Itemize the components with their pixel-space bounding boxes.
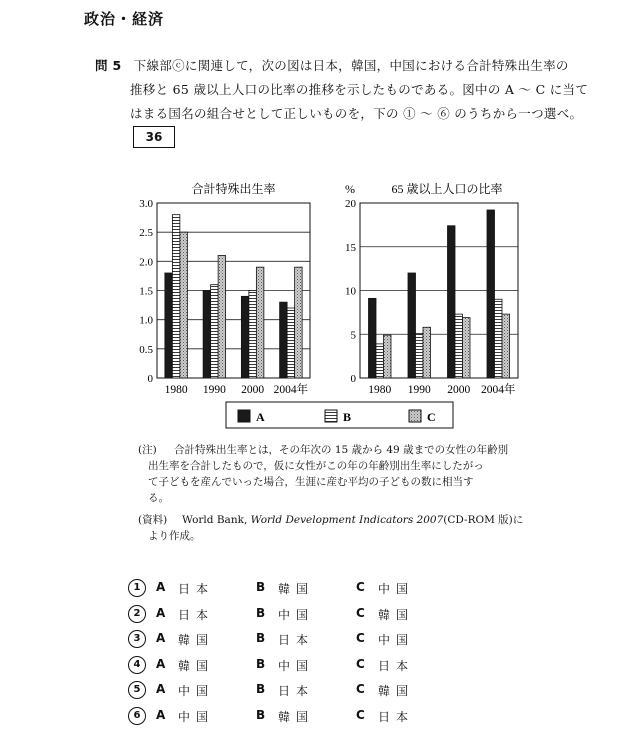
source-media: (CD-ROM 版)に: [443, 514, 524, 526]
choice-country-c: 日本: [378, 709, 415, 724]
legend-label-b: B: [343, 410, 352, 424]
y-tick-label: 0.5: [139, 343, 153, 356]
choice-label-b: B: [256, 580, 266, 594]
source-line-1: [182, 512, 523, 528]
x-tick-label: 2004年: [481, 384, 516, 396]
bar-a-1: [203, 291, 211, 379]
note-label: (注): [138, 444, 157, 456]
choice-country-c: 韓国: [378, 684, 415, 698]
bar-b-0: [376, 344, 384, 378]
choice-number: 1: [128, 579, 146, 597]
fertility-chart: [139, 181, 310, 396]
choice-country-a: 中国: [178, 684, 215, 698]
x-tick-label: 2004年: [273, 384, 309, 396]
choice-country-c: 中国: [378, 633, 415, 647]
choice-label-b: B: [256, 682, 266, 696]
choice-number: 4: [128, 656, 146, 674]
choice-label-a: A: [156, 707, 166, 722]
choice-label-a: A: [156, 605, 166, 620]
question-text-3: はまる国名の組合せとして正しいものを，下の ① ～ ⑥ のうちから一つ選べ。: [130, 106, 583, 121]
legend-swatch-b: [325, 410, 337, 422]
x-tick-label: 2000: [447, 384, 471, 396]
choice-country-b: 韓国: [278, 709, 315, 724]
legend-swatch-c: [409, 410, 421, 422]
bar-a-0: [369, 298, 377, 378]
y-tick-label: 1.5: [139, 285, 153, 298]
bar-c-0: [180, 232, 188, 378]
x-tick-label: 1980: [368, 384, 392, 396]
source-label: (資料): [138, 514, 168, 526]
answer-box[interactable]: 36: [133, 126, 175, 148]
bar-b-2: [249, 291, 257, 379]
x-tick-label: 1990: [202, 384, 226, 396]
source-line-2: より作成。: [148, 530, 201, 542]
legend: [226, 402, 453, 428]
elderly-ratio-chart: [345, 181, 518, 396]
bar-b-3: [495, 299, 503, 378]
choice-country-b: 韓国: [278, 582, 315, 596]
y-tick-label: 10: [345, 285, 356, 298]
bar-c-1: [423, 327, 431, 378]
question-text-1: 下線部ⓒに関連して，次の図は日本，韓国，中国における合計特殊出生率の: [133, 58, 569, 73]
bar-c-2: [463, 318, 471, 378]
choice-number: 6: [128, 707, 146, 725]
y-tick-label: 5: [350, 329, 356, 342]
choice-label-c: C: [356, 605, 365, 620]
x-tick-label: 1980: [164, 384, 188, 396]
choice-label-a: A: [156, 682, 166, 696]
choice-country-a: 中国: [178, 709, 215, 724]
choice-country-b: 日本: [278, 633, 315, 647]
bar-b-0: [172, 215, 180, 378]
choice-label-c: C: [356, 631, 365, 645]
y-tick-label: 3.0: [139, 198, 153, 210]
choice-country-b: 日本: [278, 684, 315, 698]
choice-label-c: C: [356, 682, 365, 696]
y-tick-label: 1.0: [139, 314, 153, 327]
choice-label-a: A: [156, 580, 166, 594]
y-tick-label: 0: [147, 373, 153, 385]
choice-label-b: B: [256, 656, 266, 671]
subject-heading: 政治・経済: [84, 10, 165, 28]
choice-country-a: 韓国: [178, 658, 215, 673]
bar-a-0: [165, 273, 173, 378]
bar-b-2: [455, 314, 463, 378]
bar-a-2: [241, 296, 249, 378]
choice-country-a: 日本: [178, 582, 215, 596]
bar-b-1: [416, 333, 424, 378]
x-tick-label: 2000: [241, 384, 265, 396]
choice-label-b: B: [256, 707, 266, 722]
bar-b-3: [287, 308, 295, 378]
bar-c-1: [218, 256, 226, 379]
bar-a-1: [408, 273, 416, 378]
question-text-2: 推移と 65 歳以上人口の比率の推移を示したものである。図中の A ～ C に当て: [130, 82, 589, 97]
choice-label-c: C: [356, 707, 365, 722]
choice-label-a: A: [156, 631, 166, 645]
bar-c-2: [256, 267, 264, 378]
y-tick-label: 0: [350, 373, 356, 385]
note-line-3: て子どもを産んでいった場合，生涯に産む平均の子どもの数に相当す: [148, 476, 474, 488]
note-line-2: 出生率を合計したもので，仮に女性がこの年の年齢別出生率にしたがっ: [148, 460, 484, 472]
y-tick-label: 2.0: [139, 256, 153, 269]
y-tick-label: 2.5: [139, 227, 153, 240]
choice-country-c: 中国: [378, 582, 415, 596]
bar-a-3: [487, 210, 495, 378]
choice-country-b: 中国: [278, 607, 315, 622]
choice-label-b: B: [256, 605, 266, 620]
legend-label-a: A: [256, 410, 265, 424]
choice-label-b: B: [256, 631, 266, 645]
choice-number: 5: [128, 681, 146, 699]
bar-a-2: [448, 226, 456, 378]
choice-country-c: 日本: [378, 658, 415, 673]
y-tick-label: 15: [345, 241, 356, 254]
choice-country-b: 中国: [278, 658, 315, 673]
question-number: 問 5: [95, 58, 122, 73]
legend-label-c: C: [427, 410, 436, 424]
choice-label-a: A: [156, 656, 166, 671]
y-tick-label: 20: [345, 198, 356, 210]
source-title: World Development Indicators 2007: [250, 514, 444, 526]
bar-b-1: [211, 285, 219, 378]
choice-country-a: 韓国: [178, 633, 215, 647]
chart-title: 65 歳以上人口の比率: [391, 182, 503, 196]
choice-label-c: C: [356, 656, 365, 671]
source-publisher: World Bank,: [182, 514, 251, 526]
bar-c-3: [295, 267, 303, 378]
choice-label-c: C: [356, 580, 365, 594]
chart-title: 合計特殊出生率: [191, 182, 276, 196]
note-line-4: る。: [148, 492, 169, 504]
legend-swatch-a: [238, 410, 250, 422]
bar-c-3: [502, 314, 510, 378]
bar-a-3: [280, 302, 288, 378]
note-line-1: 合計特殊出生率とは，その年次の 15 歳から 49 歳までの女性の年齢別: [174, 444, 509, 456]
choice-country-c: 韓国: [378, 607, 415, 622]
choice-number: 3: [128, 630, 146, 648]
bar-c-0: [384, 335, 392, 378]
choice-country-a: 日本: [178, 607, 215, 622]
y-axis-unit: %: [345, 182, 355, 196]
x-tick-label: 1990: [407, 384, 431, 396]
choice-number: 2: [128, 605, 146, 623]
